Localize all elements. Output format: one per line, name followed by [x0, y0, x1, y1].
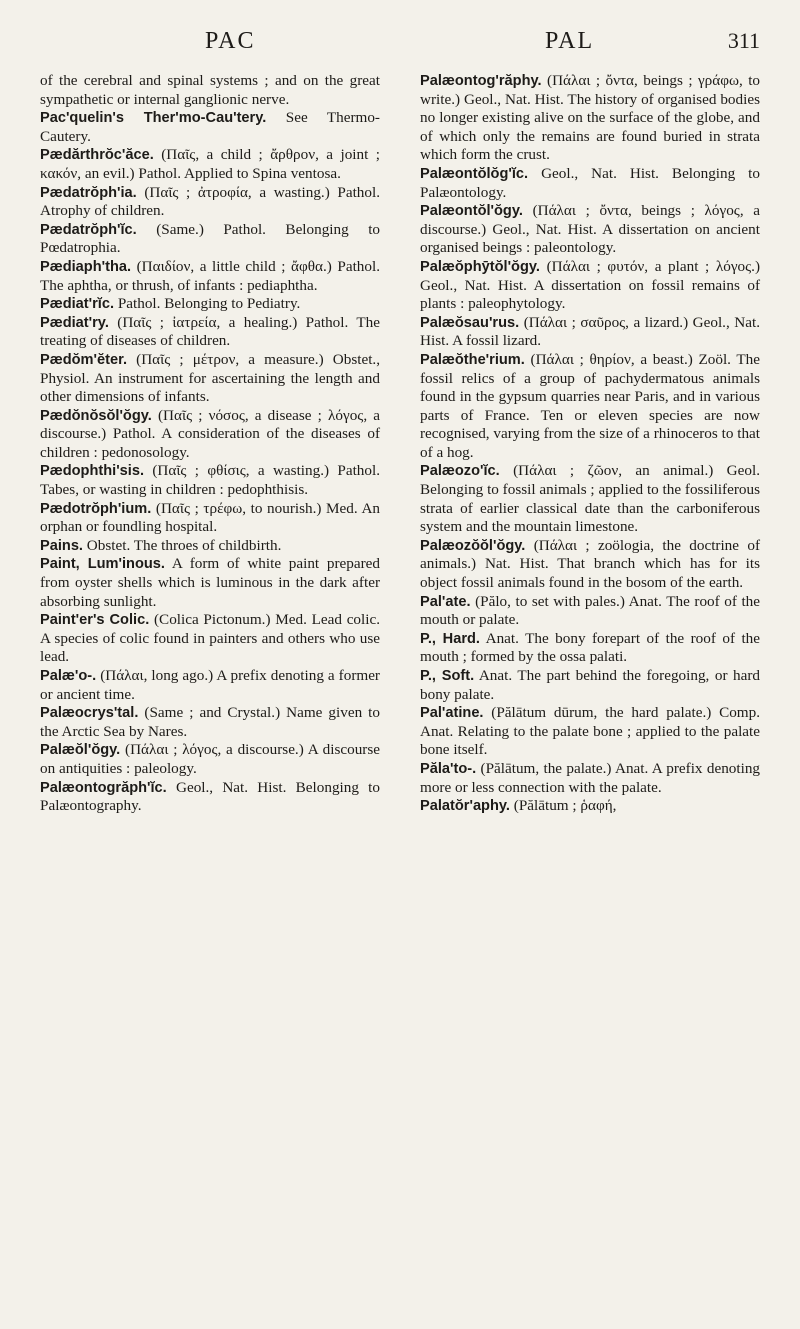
- running-head-left: PAC: [205, 28, 256, 54]
- dictionary-entry: [420, 630, 760, 667]
- dictionary-entry: [420, 351, 760, 463]
- entry-definition: (Πάλαι ; ζῶον, an animal.) Geol. Belonging to fossil animals ; applied to the fossiliferous strata of earlier classical date than the carboniferous system and the mountain limestone.: [420, 462, 760, 536]
- entry-headword: Palæontog'răphy.: [420, 73, 542, 89]
- entry-headword: Palæŏthe'rium.: [420, 351, 525, 368]
- right-column: [420, 72, 760, 816]
- entry-headword: Palæontŏlŏg'ĭc.: [420, 165, 529, 182]
- entry-headword: Pædophthi'sis.: [40, 463, 145, 480]
- entry-headword: Păla'to-.: [420, 760, 477, 777]
- dictionary-entry: [40, 779, 380, 816]
- dictionary-entry: [420, 462, 760, 536]
- entry-definition: (Παιδίον, a little child ; ἄφθα.) Pathol. The aphtha, or thrush, of infants : pediaphtha.: [40, 257, 381, 294]
- entry-definition: Anat. The bony forepart of the roof of the mouth ; formed by the ossa palati.: [420, 629, 761, 666]
- dictionary-entry: [420, 704, 760, 760]
- entry-definition: Anat. The part behind the foregoing, or hard bony palate.: [420, 667, 760, 703]
- dictionary-entry: [40, 72, 380, 109]
- entry-headword: Palatŏr'aphy.: [420, 798, 510, 815]
- entry-headword: Palæozo'ĭc.: [420, 463, 500, 480]
- dictionary-entry: [40, 351, 380, 407]
- dictionary-entry: [40, 500, 380, 537]
- entry-headword: Palæozŏŏl'ŏgy.: [420, 537, 526, 554]
- dictionary-entry: [420, 165, 760, 202]
- entry-headword: Pædotrŏph'ium.: [40, 500, 152, 517]
- page-number: 311: [727, 28, 760, 53]
- entry-headword: Pædatrŏph'ia.: [40, 184, 137, 201]
- dictionary-entry: [40, 295, 380, 314]
- dictionary-entry: [420, 314, 760, 351]
- dictionary-entry: [420, 667, 760, 704]
- entry-definition: (Pălātum, the palate.) Anat. A prefix denoting more or less connection with the palate.: [420, 759, 761, 796]
- entry-definition: (Παῖς ; ἀτροφία, a wasting.) Pathol. Atrophy of children.: [40, 183, 381, 220]
- entry-headword: Pal'ate.: [420, 593, 471, 610]
- entry-definition: Pathol. Belonging to Pediatry.: [117, 295, 301, 313]
- dictionary-entry: [420, 202, 760, 258]
- dictionary-entry: [40, 146, 380, 183]
- dictionary-entry: [40, 221, 380, 258]
- entry-headword: Paint'er's Colic.: [40, 612, 150, 629]
- entry-definition: (Πάλαι ; ὄντα, beings ; γράφω, to write.) Geol., Nat. Hist. The history of organised bodies no longer existing alive on the surface of the globe, and of which only the remains are found buried in strata which form the crust.: [420, 72, 761, 164]
- entry-definition: Geol., Nat. Hist. Belonging to Palæontology.: [420, 164, 760, 201]
- entry-definition: A form of white paint prepared from oyster shells which is luminous in the dark after absorbing sunlight.: [40, 555, 380, 610]
- entry-headword: Pædiat'ry.: [40, 314, 109, 331]
- dictionary-entry: [40, 667, 380, 704]
- entry-headword: Palæŏsau'rus.: [420, 314, 520, 331]
- entry-headword: Pædŏnŏsŏl'ŏgy.: [40, 407, 152, 424]
- entry-headword: Pædŏm'ĕter.: [40, 351, 128, 368]
- entry-headword: Pal'atine.: [420, 705, 484, 722]
- entry-definition: (Παῖς, a child ; ἄρθρον, a joint ; κακόν, an evil.) Pathol. Applied to Spina ventosa.: [40, 146, 380, 182]
- entry-headword: Palæŏphȳtŏl'ŏgy.: [420, 258, 540, 275]
- dictionary-entry: [40, 537, 380, 556]
- dictionary-entry: [40, 704, 380, 741]
- dictionary-entry: [40, 462, 380, 499]
- dictionary-entry: [40, 109, 380, 146]
- dictionary-entry: [40, 407, 380, 463]
- entry-definition: of the cerebral and spinal systems ; and on the great sympathetic or internal ganglionic nerve.: [40, 72, 380, 108]
- dictionary-entry: [40, 184, 380, 221]
- entry-definition: (Pălātum dūrum, the hard palate.) Comp. Anat. Relating to the palate bone ; applied to the palate bone itself.: [420, 704, 761, 759]
- entry-headword: Palæ'o-.: [40, 668, 97, 684]
- dictionary-entry: [420, 760, 760, 797]
- running-head-right: PAL: [545, 28, 595, 54]
- entry-headword: Paint, Lum'inous.: [40, 556, 165, 573]
- dictionary-entry: [40, 258, 380, 295]
- entry-headword: P., Soft.: [420, 668, 475, 684]
- entry-headword: Pædatrŏph'ĭc.: [40, 221, 137, 238]
- entry-definition: (Colica Pictonum.) Med. Lead colic. A species of colic found in painters and others who use lead.: [40, 611, 381, 666]
- entry-headword: Palæontŏl'ŏgy.: [420, 203, 523, 220]
- entry-headword: Palæontogrăph'ĭc.: [40, 779, 167, 796]
- entry-headword: Pædiat'rĭc.: [40, 296, 115, 313]
- entry-headword: Pædărthrŏc'ăce.: [40, 147, 154, 164]
- entry-headword: Palæŏl'ŏgy.: [40, 742, 121, 759]
- entry-definition: (Παῖς ; μέτρον, a measure.) Obstet., Physiol. An instrument for ascertaining the length and other dimensions of infants.: [40, 350, 381, 406]
- dictionary-entry: [420, 258, 760, 314]
- dictionary-entry: [40, 741, 380, 778]
- entry-definition: (Παῖς ; τρέφω, to nourish.) Med. An orphan or foundling hospital.: [40, 499, 381, 536]
- left-column: [40, 72, 380, 816]
- entry-definition: (Πάλαι ; σαῦρος, a lizard.) Geol., Nat. Hist. A fossil lizard.: [420, 313, 760, 350]
- entry-headword: P., Hard.: [420, 630, 480, 647]
- running-head: [0, 28, 800, 64]
- entry-headword: Pac'quelin's Ther'mo-Cau'tery.: [40, 110, 267, 127]
- entry-definition: (Πάλαι ; ὄντα, beings ; λόγος, a discourse.) Geol., Nat. Hist. A dissertation on ancient organised beings : paleontology.: [420, 202, 760, 257]
- dictionary-entry: [40, 611, 380, 667]
- entry-definition: (Πάλαι ; λόγος, a discourse.) A discourse on antiquities : paleology.: [40, 741, 380, 777]
- entry-definition: Obstet. The throes of childbirth.: [86, 536, 282, 554]
- entry-definition: (Παῖς ; ἰατρεία, a healing.) Pathol. The treating of diseases of children.: [40, 313, 380, 350]
- entry-headword: Palæocrys'tal.: [40, 705, 139, 722]
- dictionary-entry: [420, 797, 760, 816]
- entry-definition: (Πάλαι ; zoölogia, the doctrine of animals.) Nat. Hist. That branch which has for its object fossil animals found in the bosom of the earth.: [420, 536, 760, 592]
- entry-definition: Geol., Nat. Hist. Belonging to Palæontography.: [40, 778, 380, 815]
- dictionary-entry: [40, 555, 380, 611]
- entry-definition: (Παῖς ; φθίσις, a wasting.) Pathol. Tabes, or wasting in children : pedophthisis.: [40, 462, 381, 499]
- entry-headword: Pains.: [40, 537, 83, 554]
- entry-definition: (Πάλαι ; φυτόν, a plant ; λόγος.) Geol., Nat. Hist. A dissertation on fossil remains of plants : paleophytology.: [420, 257, 761, 313]
- entry-definition: (Same ; and Crystal.) Name given to the Arctic Sea by Nares.: [40, 704, 380, 740]
- entry-definition: (Πάλαι ; θηρίον, a beast.) Zoöl. The fossil relics of a group of pachydermatous animals found in the gypsum quarries near Paris, and in various parts of France. Ten or eleven species are now recognised, varying from the size of a rhinoceros to that of a hog.: [420, 350, 760, 461]
- entry-definition: (Same.) Pathol. Belonging to Pœdatrophia.: [40, 220, 381, 257]
- dictionary-entry: [420, 72, 760, 165]
- entry-definition: (Παῖς ; νόσος, a disease ; λόγος, a discourse.) Pathol. A consideration of the diseases of children : pedonosology.: [40, 406, 380, 461]
- dictionary-entry: [420, 593, 760, 630]
- dictionary-entry: [40, 314, 380, 351]
- entry-headword: Pædiaph'tha.: [40, 258, 132, 275]
- dictionary-entry: [420, 537, 760, 593]
- entry-definition: (Pălo, to set with pales.) Anat. The roof of the mouth or palate.: [420, 592, 760, 629]
- entry-definition: See Thermo-Cautery.: [40, 109, 380, 145]
- entry-definition: (Pălātum ; ῥαφή,: [513, 797, 617, 815]
- entry-definition: (Πάλαι, long ago.) A prefix denoting a former or ancient time.: [40, 667, 380, 703]
